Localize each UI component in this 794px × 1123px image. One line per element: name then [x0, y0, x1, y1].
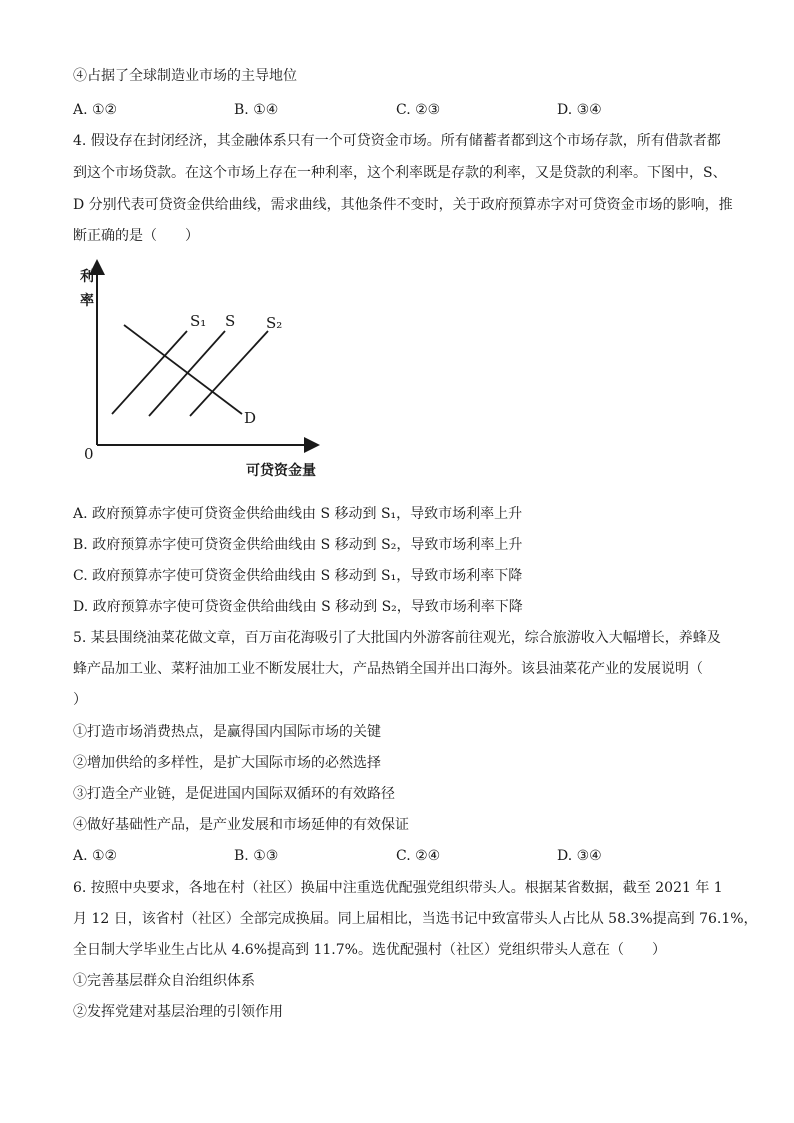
q6-stem-line-3: 全日制大学毕业生占比从 4.6%提高到 11.7%。选优配强村（社区）党组织带头人意在（ ） — [73, 942, 666, 958]
q4-stem-line-1: 4. 假设存在封闭经济，其金融体系只有一个可贷资金市场。所有储蓄者都到这个市场存款，所有借款者都 — [73, 133, 721, 149]
q4-option-b: B. 政府预算赤字使可贷资金供给曲线由 S 移动到 S₂，导致市场利率上升 — [73, 537, 523, 553]
q6-statement-1: ①完善基层群众自治组织体系 — [73, 973, 255, 989]
q5-statement-3: ③打造全产业链，是促进国内国际双循环的有效路径 — [73, 786, 395, 802]
q5-option-b: B. ①③ — [234, 848, 279, 864]
curve-label-s1: S₁ — [190, 312, 207, 330]
q5-stem-line-1: 5. 某县围绕油菜花做文章，百万亩花海吸引了大批国内外游客前往观光，综合旅游收入大幅增长，养蜂及 — [73, 630, 721, 646]
loanable-funds-diagram — [70, 255, 340, 490]
q4-option-d: D. 政府预算赤字使可贷资金供给曲线由 S 移动到 S₂，导致市场利率下降 — [73, 599, 523, 615]
q6-stem-line-1: 6. 按照中央要求，各地在村（社区）换届中注重选优配强党组织带头人。根据某省数据，截至 2021 年 1 — [73, 880, 723, 896]
q6-stem-line-2: 月 12 日，该省村（社区）全部完成换届。同上届相比，当选书记中致富带头人占比从 58.3%提高到 76.1%， — [73, 911, 758, 927]
q4-stem-line-2: 到这个市场贷款。在这个市场上存在一种利率，这个利率既是存款的利率，又是贷款的利率。下图中，S、 — [73, 165, 727, 181]
q5-statement-1: ①打造市场消费热点，是赢得国内国际市场的关键 — [73, 724, 381, 740]
demand-curve-d — [124, 325, 242, 414]
q3-statement-4: ④占据了全球制造业市场的主导地位 — [73, 68, 297, 84]
x-axis-label: 可贷资金量 — [246, 463, 316, 479]
q5-statement-2: ②增加供给的多样性，是扩大国际市场的必然选择 — [73, 755, 381, 771]
diagram-svg — [70, 255, 340, 490]
q3-option-c: C. ②③ — [396, 102, 441, 118]
y-axis-label-char-2: 率 — [80, 293, 94, 309]
q3-option-a: A. ①② — [73, 102, 118, 118]
origin-label: 0 — [84, 445, 94, 463]
q4-option-a: A. 政府预算赤字使可贷资金供给曲线由 S 移动到 S₁，导致市场利率上升 — [73, 506, 523, 522]
q4-stem-line-3: D 分别代表可贷资金供给曲线，需求曲线，其他条件不变时，关于政府预算赤字对可贷资金市场的影响，推 — [73, 197, 733, 213]
q6-statement-2: ②发挥党建对基层治理的引领作用 — [73, 1004, 283, 1020]
curve-label-s: S — [225, 312, 236, 330]
q5-statement-4: ④做好基础性产品，是产业发展和市场延伸的有效保证 — [73, 817, 409, 833]
q4-option-c: C. 政府预算赤字使可贷资金供给曲线由 S 移动到 S₁，导致市场利率下降 — [73, 568, 523, 584]
q5-stem-line-3: ） — [73, 692, 87, 708]
curve-label-d: D — [244, 409, 257, 427]
q4-stem-line-4: 断正确的是（ ） — [73, 228, 199, 244]
q5-option-d: D. ③④ — [557, 848, 602, 864]
y-axis-label-char-1: 利 — [80, 269, 94, 285]
q5-stem-line-2: 蜂产品加工业、菜籽油加工业不断发展壮大，产品热销全国并出口海外。该县油菜花产业的发展说明（ — [73, 661, 703, 677]
q3-option-b: B. ①④ — [234, 102, 279, 118]
curve-label-s2: S₂ — [266, 314, 283, 332]
q5-option-a: A. ①② — [73, 848, 118, 864]
q3-option-d: D. ③④ — [557, 102, 602, 118]
q5-option-c: C. ②④ — [396, 848, 441, 864]
